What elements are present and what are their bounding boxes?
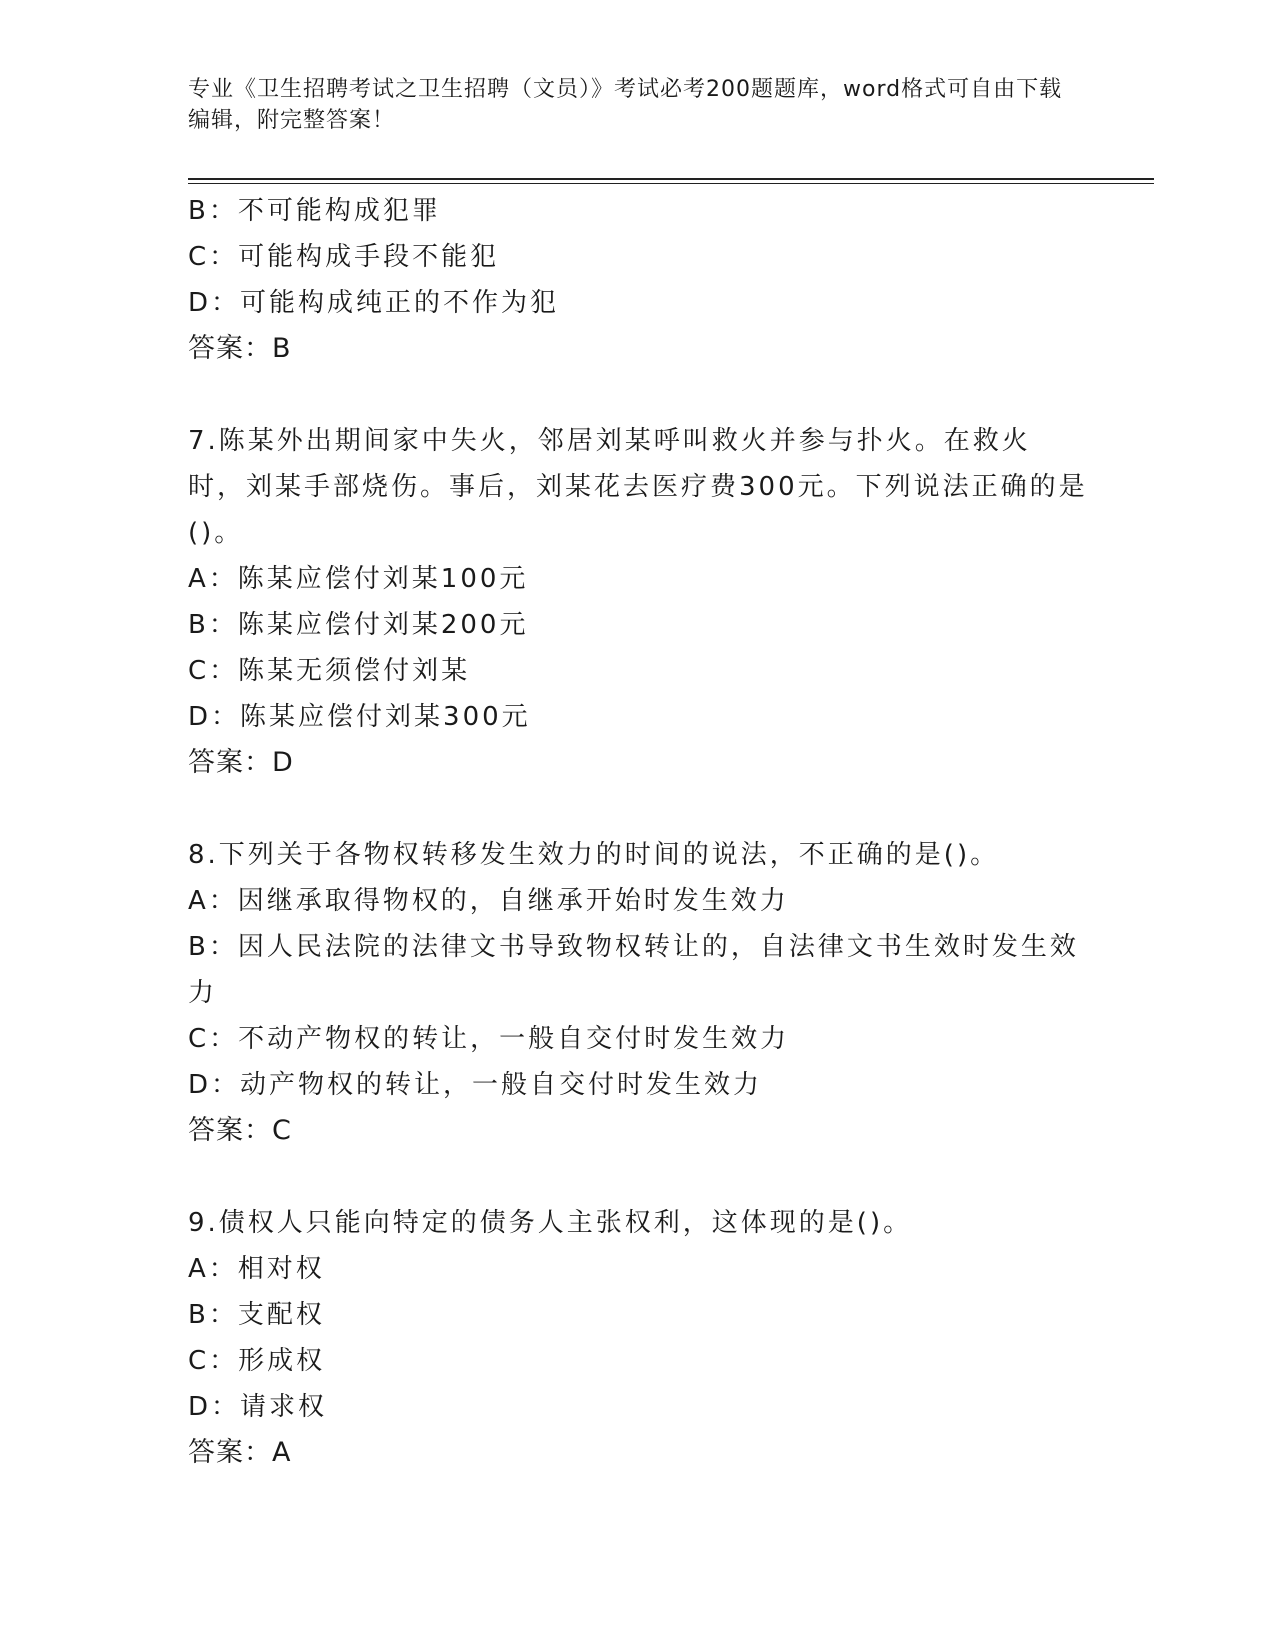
- spacer: [188, 1154, 1088, 1200]
- answer-line: 答案：D: [188, 747, 294, 778]
- question-stem: 9.债权人只能向特定的债务人主张权利，这体现的是()。: [188, 1208, 913, 1238]
- header-divider-thin: [188, 183, 1154, 184]
- option-b: B：支配权: [188, 1300, 325, 1330]
- option-a: A：因继承取得物权的，自继承开始时发生效力: [188, 886, 789, 916]
- question-block-prev: [188, 188, 1088, 372]
- question-block-8: [188, 832, 1088, 1154]
- option-c: C：不动产物权的转让，一般自交付时发生效力: [188, 1024, 790, 1054]
- option-d: D：动产物权的转让，一般自交付时发生效力: [188, 1070, 763, 1100]
- option-b: B：陈某应偿付刘某200元: [188, 610, 529, 640]
- option-c: C：陈某无须偿付刘某: [188, 656, 471, 686]
- document-header: 专业《卫生招聘考试之卫生招聘（文员）》考试必考200题题库，word格式可自由下载编辑，附完整答案！: [188, 77, 1063, 133]
- question-list: [188, 188, 1088, 1476]
- option-a: A：相对权: [188, 1254, 325, 1284]
- answer-line: 答案：C: [188, 1115, 292, 1146]
- option-c: C：形成权: [188, 1346, 326, 1376]
- question-stem: 8.下列关于各物权转移发生效力的时间的说法，不正确的是()。: [188, 840, 1000, 870]
- option-a: A：陈某应偿付刘某100元: [188, 564, 529, 594]
- option-d: D：可能构成纯正的不作为犯: [188, 288, 560, 318]
- question-stem: 7.陈某外出期间家中失火，邻居刘某呼叫救火并参与扑火。在救火时，刘某手部烧伤。事后，刘某花去医疗费300元。下列说法正确的是()。: [188, 426, 1088, 548]
- answer-line: 答案：B: [188, 333, 292, 364]
- spacer: [188, 786, 1088, 832]
- option-d: D：请求权: [188, 1392, 328, 1422]
- header-divider-thick: [188, 178, 1154, 180]
- option-b: B：因人民法院的法律文书导致物权转让的，自法律文书生效时发生效力: [188, 932, 1079, 1008]
- option-b: B：不可能构成犯罪: [188, 196, 441, 226]
- spacer: [188, 372, 1088, 418]
- answer-line: 答案：A: [188, 1437, 292, 1468]
- option-c: C：可能构成手段不能犯: [188, 242, 500, 272]
- option-d: D：陈某应偿付刘某300元: [188, 702, 531, 732]
- question-block-9: [188, 1200, 1088, 1476]
- question-block-7: [188, 418, 1088, 786]
